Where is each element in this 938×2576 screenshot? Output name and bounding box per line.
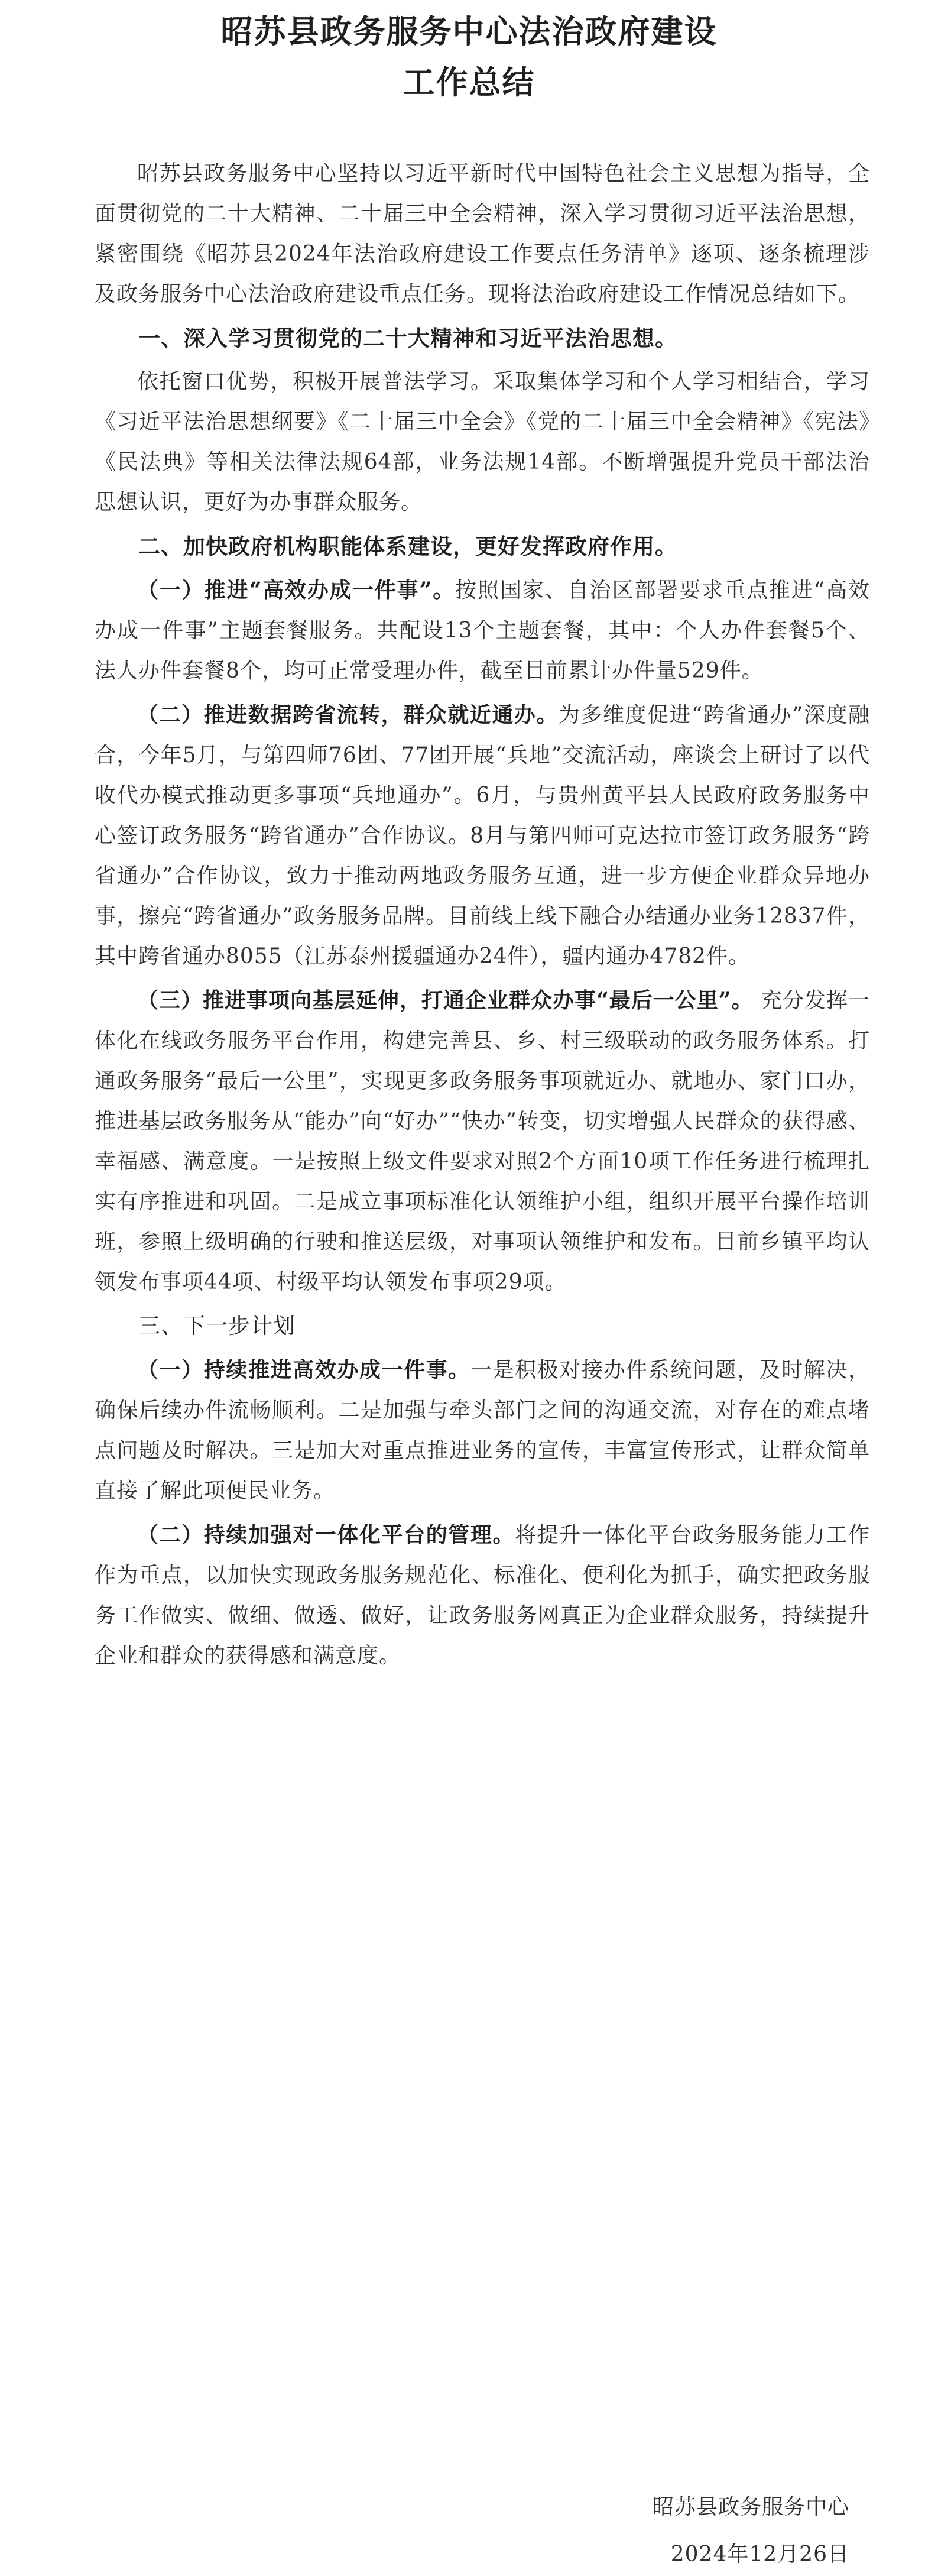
section3-item1-paragraph [95, 1350, 870, 1511]
section3-item1-body: 一是积极对接办件系统问题，及时解决，确保后续办件流畅顺利。二是加强与牵头部门之间的沟通交流，对存在的难点堵点问题及时解决。三是加大对重点推进业务的宣传，丰富宣传形式，让群众简单直接了解此项便民业务。 [95, 1358, 870, 1503]
section2-item3-paragraph [95, 980, 870, 1302]
section2-item1-lead: （一）推进“高效办成一件事”。 [137, 578, 456, 602]
section1-heading: 一、深入学习贯彻党的二十大精神和习近平法治思想。 [138, 325, 677, 351]
section2-item1-paragraph [95, 570, 870, 691]
title-line-1: 昭苏县政务服务中心法治政府建设 [220, 12, 718, 50]
section3-item2-lead: （二）持续加强对一体化平台的管理。 [137, 1522, 515, 1547]
section3-item1-lead: （一）持续推进高效办成一件事。 [137, 1357, 470, 1382]
section1-paragraph: 依托窗口优势，积极开展普法学习。采取集体学习和个人学习相结合，学习《习近平法治思想纲要》《二十届三中全会》《党的二十届三中全会精神》《宪法》《民法典》等相关法律法规64部，业务法规14部。不断增强提升党员干部法治思想认识，更好为办事群众服务。 [95, 370, 870, 514]
intro-paragraph: 昭苏县政务服务中心坚持以习近平新时代中国特色社会主义思想为指导，全面贯彻党的二十大精神、二十届三中全会精神，深入学习贯彻习近平法治思想，紧密围绕《昭苏县2024年法治政府建设工作要点任务清单》逐项、逐条梳理涉及政务服务中心法治政府建设重点任务。现将法治政府建设工作情况总结如下。 [95, 161, 870, 306]
section2-item3-lead: （三）推进事项向基层延伸，打通企业群众办事“最后一公里”。 [137, 988, 754, 1013]
section2-heading: 二、加快政府机构职能体系建设，更好发挥政府作用。 [138, 533, 677, 559]
section2-item1-body: 按照国家、自治区部署要求重点推进“高效办成一件事”主题套餐服务。共配设13个主题套餐，其中：个人办件套餐5个、法人办件套餐8个，均可正常受理办件，截至目前累计办件量529件。 [95, 578, 871, 683]
title-line-2: 工作总结 [403, 63, 535, 101]
section3-item2-body: 将提升一体化平台政务服务能力工作作为重点，以加快实现政务服务规范化、标准化、便利化为抓手，确实把政务服务工作做实、做细、做透、做好，让政务服务网真正为企业群众服务，持续提升企业和群众的获得感和满意度。 [95, 1523, 870, 1668]
section2-item2-paragraph [95, 695, 870, 977]
section2-item3-body: 充分发挥一体化在线政务服务平台作用，构建完善县、乡、村三级联动的政务服务体系。打通政务服务“最后一公里”，实现更多政务服务事项就近办、就地办、家门口办，推进基层政务服务从“能办”向“好办”“快办”转变，切实增强人民群众的获得感、幸福感、满意度。一是按照上级文件要求对照2个方面10项工作任务进行梳理扎实有序推进和巩固。二是成立事项标准化认领维护小组，组织开展平台操作培训班，参照上级明确的行驶和推送层级，对事项认领维护和发布。目前乡镇平均认领发布事项44项、村级平均认领发布事项29项。 [95, 989, 870, 1294]
section3-item2-paragraph [95, 1515, 870, 1676]
section3-heading: 三、下一步计划 [138, 1313, 296, 1339]
section2-item2-body: 为多维度促进“跨省通办”深度融合，今年5月，与第四师76团、77团开展“兵地”交流活动，座谈会上研讨了以代收代办模式推动更多事项“兵地通办”。6月，与贵州黄平县人民政府政务服务中心签订政务服务“跨省通办”合作协议。8月与第四师可克达拉市签订政务服务“跨省通办”合作协议，致力于推动两地政务服务互通，进一步方便企业群众异地办事，擦亮“跨省通办”政务服务品牌。目前线上线下融合办结通办业务12837件，其中跨省通办8055（江苏泰州援疆通办24件），疆内通办4782件。 [95, 703, 870, 968]
signature-organization: 昭苏县政务服务中心 [652, 2495, 849, 2519]
document-title [68, 6, 870, 108]
section2-item2-lead: （二）推进数据跨省流转，群众就近通办。 [137, 702, 559, 727]
signature-date: 2024年12月26日 [670, 2542, 849, 2567]
